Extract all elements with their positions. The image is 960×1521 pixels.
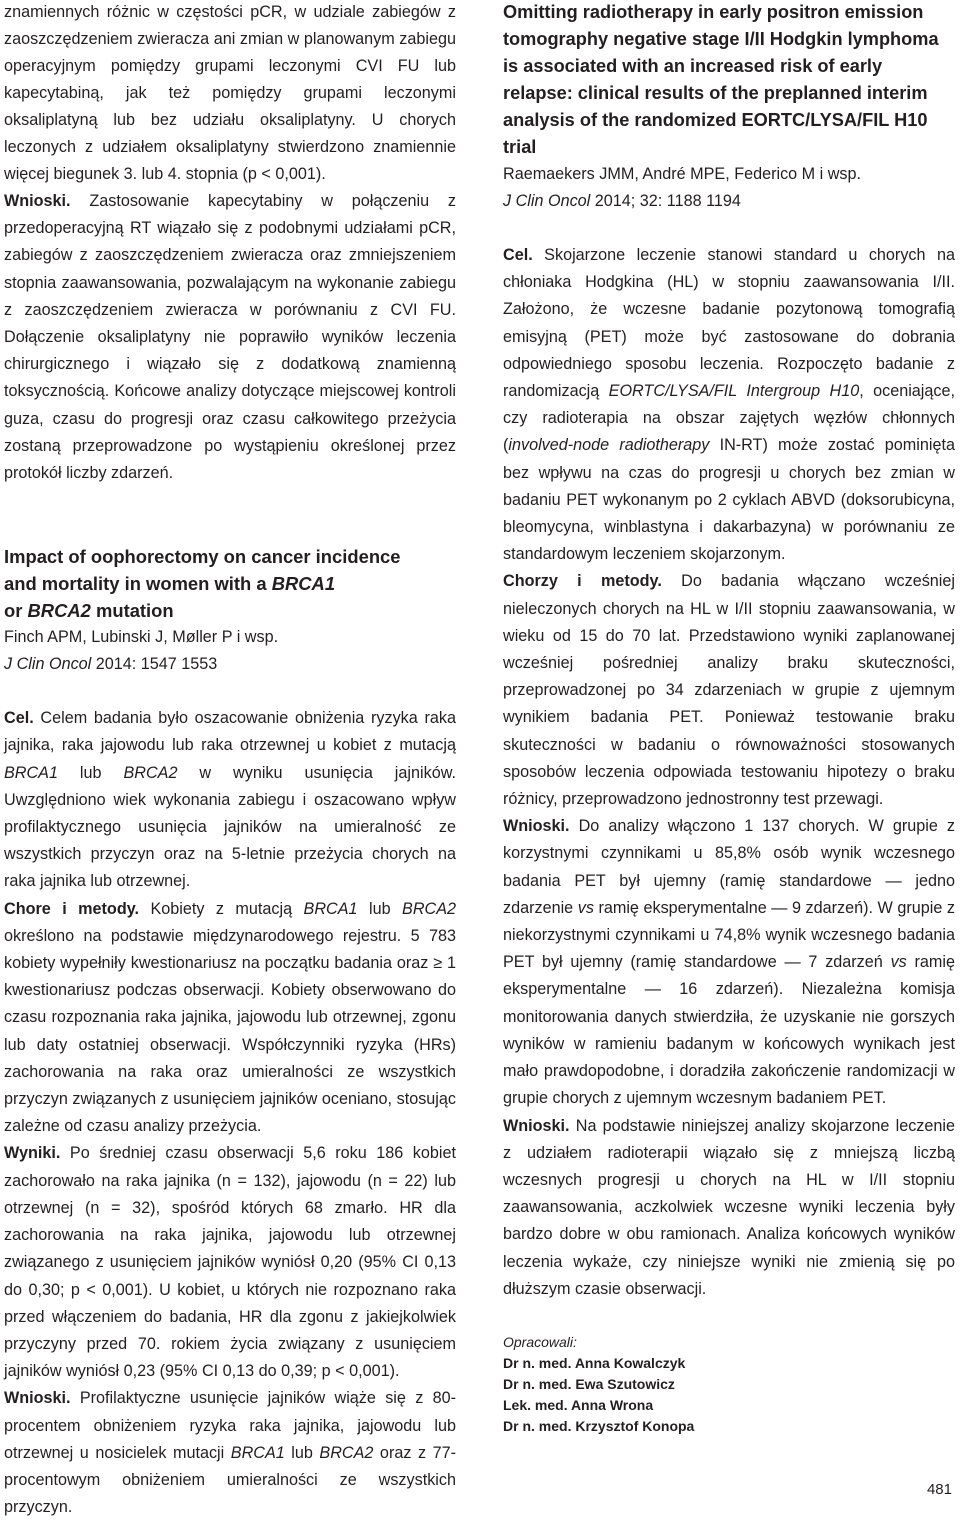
methods-brca1: BRCA1 bbox=[303, 899, 358, 918]
prepared-by-label bbox=[503, 1332, 955, 1353]
hodgkin-results-text-3: ramię eksperymentalne — 16 zdarzeń). Niezależna komisja monitorowania danych stwierdziła, że uzyskanie nie gorszych wyników w ramieniu badanym w końcowych wynikach jest mało prawdopodobne, i doradziła zakończenie randomizacji w grupie chorych z ujemnym wczesnym badaniem PET. bbox=[503, 953, 955, 1108]
hodgkin-conclusions-paragraph bbox=[503, 1113, 955, 1303]
hodgkin-results-text: Do analizy włączono 1 137 chorych. W grupie z korzystnymi czynnikami u 85,8% osób wynik wczesnego badania PET był ujemny (ramię standardowe — jedno zdarzenie bbox=[503, 817, 955, 917]
hodgkin-results-label: Wnioski. bbox=[503, 817, 570, 836]
hodgkin-methods-text: Do badania włączano wcześniej nieleczonych chorych na HL w I/II stopniu zaawansowania, w wieku od 15 do 70 lat. Przedstawiono wyniki zaplanowanej wcześniej pośredniej analizy braku skuteczności, przeprowadzonej po 34 zdarzeniach w grupie z ujemnym wynikiem badania PET. Ponieważ testowanie braku skuteczności w badaniu o równoważności stosowanych sposobów leczenia odpowiada testowaniu hipotezy o braku różnicy, przeprowadzono jednostronny test przewagi. bbox=[503, 572, 955, 809]
title-line-2: and mortality in women with a bbox=[4, 573, 272, 595]
left-column bbox=[4, 0, 456, 1521]
hodgkin-vs-2: vs bbox=[890, 953, 907, 972]
aim-brca2: BRCA2 bbox=[123, 763, 178, 782]
hodgkin-aim-text: Skojarzone leczenie stanowi standard u chorych na chłoniaka Hodgkina (HL) w stopniu zaawansowania I/II. Założono, że wczesne badanie pozytonową tomografią emisyjną (PET) może być zastosowane do dobrania odpowiedniego sposobu leczenia. Rozpoczęto badanie z randomizacją bbox=[503, 246, 955, 401]
title-brca2: BRCA2 bbox=[27, 600, 91, 622]
hodgkin-aim-label: Cel. bbox=[503, 246, 533, 264]
aim-brca1: BRCA1 bbox=[4, 763, 58, 782]
conclusions-or: lub bbox=[284, 1443, 320, 1462]
hodgkin-aim-trial: EORTC/LYSA/FIL Intergroup H10 bbox=[608, 382, 860, 401]
hodgkin-citation-text: 2014; 32: 1188 1194 bbox=[590, 192, 741, 210]
page-number: 481 bbox=[926, 1481, 952, 1498]
aim-text: Celem badania było oszacowanie obniżenia ryzyka raka jajnika, raka jajowodu lub raka otrzewnej u kobiet z mutacją bbox=[4, 709, 456, 755]
article-conclusions-text: Profilaktyczne usunięcie jajników wiąże się z 80-procentem obniżeniem ryzyka raka jajnika, jajowodu lub otrzewnej u nosicielek mutacji bbox=[4, 1389, 456, 1462]
citation-text: 2014: 1547 1553 bbox=[91, 655, 218, 674]
hodgkin-results-paragraph bbox=[503, 813, 955, 1112]
results-paragraph bbox=[4, 1140, 456, 1385]
prepared-by-name: Dr n. med. Krzysztof Konopa bbox=[503, 1417, 695, 1434]
hodgkin-article-citation bbox=[503, 188, 955, 215]
hodgkin-article-title: Omitting radiotherapy in early positron emission tomography negative stage I/II Hodgkin lymphoma is associated with an increased risk of early relapse: clinical results of the preplanned interim analysis of the randomized EORTC/LYSA/FIL H10 trial bbox=[503, 2, 939, 157]
article-conclusions-paragraph bbox=[4, 1385, 456, 1521]
journal-name: J Clin Oncol bbox=[4, 655, 92, 674]
article-authors: Finch APM, Lubinski J, Møller P i wsp. bbox=[4, 628, 279, 647]
methods-or: lub bbox=[357, 899, 403, 918]
article-conclusions-text-2: oraz z 77-procentowym obniżeniem umieralności ze wszystkich przyczyn. bbox=[4, 1443, 456, 1517]
aim-text-2: w wyniku usunięcia jajników. Uwzględniono wiek wykonania zabiegu i oszacowano wpływ profilaktycznego usunięcia jajników na umieralność ze wszystkich przyczyn oraz na 5-letnie przeżycia chorych na raka jajnika lub otrzewnej. bbox=[4, 763, 456, 891]
hodgkin-conclusions-text: Na podstawie niniejszej analizy skojarzone leczenie z udziałem radioterapii wiązało się z mniejszą liczbą wczesnych progresji u chorych na HL w I/II stopniu zaawansowania, aczkolwiek wczesne wyniki leczenia były bardzo dobre w obu ramionach. Analiza końcowych wyników leczenia wykaże, czy niniejsze wyniki nie zmienią się po dłuższym czasie obserwacji. bbox=[503, 1116, 955, 1298]
hodgkin-aim-text-3: IN-RT) może zostać pominięta bez wpływu na czas do progresji u chorych bez zmian w badaniu PET wykonanym po 2 cyklach ABVD (doksorubicyna, bleomycyna, winblastyna i dakarbazyna) w porównaniu ze standardowym leczeniem skojarzonym. bbox=[503, 436, 955, 564]
hodgkin-conclusions-label: Wnioski. bbox=[503, 1116, 570, 1135]
conclusions-paragraph bbox=[4, 188, 456, 487]
aim-or: lub bbox=[57, 763, 124, 782]
hodgkin-article-authors: Raemaekers JMM, André MPE, Federico M i wsp. bbox=[503, 165, 862, 183]
continuation-paragraph: znamiennych różnic w częstości pCR, w udziale zabiegów z zaoszczędzeniem zwieracza ani zmian w planowanym zabiegu operacyjnym pomiędzy grupami leczonymi CVI FU lub kapecytabiną, jak też pomiędzy grupami leczonymi oksaliplatyną lub bez udziału oksaliplatyny. U chorych leczonych z udziałem oksaliplatyny stwierdzono znamiennie więcej biegunek 3. lub 4. stopnia (p < 0,001). bbox=[4, 3, 456, 183]
methods-label: Chore i metody. bbox=[4, 899, 140, 918]
prepared-by-name: Lek. med. Anna Wrona bbox=[503, 1396, 654, 1413]
prepared-by-block bbox=[503, 1332, 955, 1437]
prepared-by-name: Dr n. med. Ewa Szutowicz bbox=[503, 1375, 675, 1392]
conclusions-label: Wnioski. bbox=[4, 192, 71, 210]
methods-text: Kobiety z mutacją bbox=[139, 899, 304, 918]
results-text: Po średniej czasu obserwacji 5,6 roku 186 kobiet zachorowało na raka jajnika (n = 132), jajowodu (n = 22) lub otrzewnej (n = 32), spośród których 68 zmarło. HR dla zachorowania na raka jajnika, jajowodu lub otrzewnej związanego z usunięciem jajników wyniósł 0,20 (95% CI 0,13 do 0,30; p < 0,001). U kobiet, u których nie rozpoznano raka przed włączeniem do badania, HR dla zgonu z jakiejkolwiek przyczyny przed 70. rokiem życia związany z usunięciem jajników wyniósł 0,23 (95% CI 0,13 do 0,39; p < 0,001). bbox=[4, 1144, 456, 1381]
hodgkin-methods-paragraph bbox=[503, 568, 955, 813]
title-line-3-post: mutation bbox=[90, 600, 174, 622]
hodgkin-aim-inrt: involved-node radiotherapy bbox=[508, 436, 710, 455]
title-brca1: BRCA1 bbox=[271, 573, 336, 595]
hodgkin-aim-paragraph bbox=[503, 242, 955, 568]
title-line-1: Impact of oophorectomy on cancer incidence bbox=[4, 546, 401, 568]
hodgkin-journal-name: J Clin Oncol bbox=[503, 192, 591, 210]
hodgkin-results-text-2: ramię eksperymentalne — 9 zdarzeń). W grupie z niekorzystnymi czynnikami u 74,8% wynik wczesnego badania PET był ujemny (ramię standardowe — 7 zdarzeń bbox=[503, 898, 956, 972]
methods-text-2: określono na podstawie międzynarodowego rejestru. 5 783 kobiety wypełniły kwestionariusz na początku badania oraz ≥ 1 kwestionariusz podczas obserwacji. Kobiety obserwowano do czasu rozpoznania raka jajnika, jajowodu lub otrzewnej, zgonu lub daty ostatniej obserwacji. Współczynniki ryzyka (HRs) zachorowania na raka oraz umieralności ze wszystkich przyczyn związanych z usunięciem jajników oceniano, stosując zależne od czasu analizy przeżycia. bbox=[4, 926, 456, 1136]
aim-label: Cel. bbox=[4, 709, 34, 728]
prepared-by-name: Dr n. med. Anna Kowalczyk bbox=[503, 1354, 686, 1371]
hodgkin-aim-text-2: , oceniające, czy radioterapia na obszar zajętych węzłów chłonnych ( bbox=[503, 382, 955, 455]
conclusions-brca1: BRCA1 bbox=[230, 1443, 285, 1462]
prepared-label-text: Opracowali: bbox=[503, 1333, 577, 1350]
article-citation bbox=[4, 651, 456, 678]
conclusions-text: Zastosowanie kapecytabiny w połączeniu z przedoperacyjną RT wiązało się z podobnymi udziałami pCR, zabiegów z zaoszczędzeniem zwieracza oraz zmniejszeniem stopnia zaawansowania, pozwalającym na wykonanie zabiegu z zaoszczędzeniem zwieracza w porównaniu z CVI FU. Dołączenie oksaliplatyny nie poprawiło wyników leczenia chirurgicznego i wiązało się z dodatkową znamienną toksycznością. Końcowe analizy dotyczące miejscowej kontroli guza, czasu do progresji oraz czasu całkowitego przeżycia zostaną przeprowadzone po wystąpieniu określonej przez protokół liczby zdarzeń. bbox=[4, 192, 456, 483]
aim-paragraph bbox=[4, 705, 456, 895]
article-title bbox=[4, 543, 456, 624]
title-line-3-pre: or bbox=[4, 600, 28, 622]
article-oophorectomy bbox=[4, 543, 456, 1521]
methods-brca2: BRCA2 bbox=[402, 899, 456, 918]
hodgkin-vs-1: vs bbox=[577, 898, 594, 917]
results-label: Wyniki. bbox=[4, 1144, 61, 1163]
article-conclusions-label: Wnioski. bbox=[4, 1389, 71, 1408]
hodgkin-methods-label: Chorzy i metody. bbox=[503, 572, 662, 591]
right-column bbox=[503, 0, 955, 1437]
conclusions-brca2: BRCA2 bbox=[319, 1443, 374, 1462]
methods-paragraph bbox=[4, 896, 456, 1141]
